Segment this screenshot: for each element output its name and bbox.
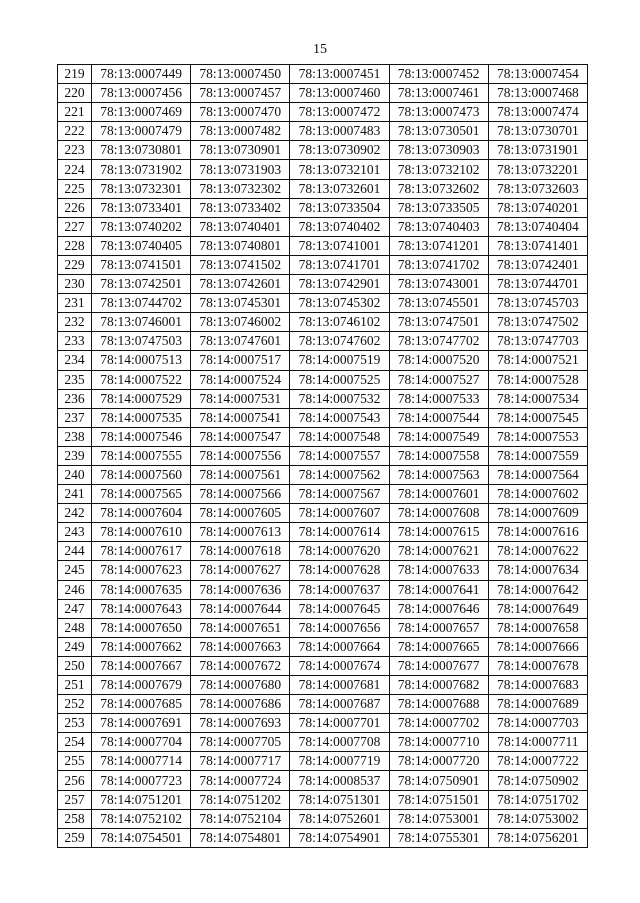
cadastral-number-cell: 78:14:0007644: [191, 599, 290, 618]
cadastral-number-cell: 78:14:0007555: [92, 446, 191, 465]
cadastral-number-cell: 78:14:0007633: [389, 561, 488, 580]
page-number: 15: [313, 42, 327, 57]
row-number-cell: 232: [58, 313, 92, 332]
cadastral-number-cell: 78:13:0730701: [488, 122, 587, 141]
cadastral-number-cell: 78:13:0007470: [191, 103, 290, 122]
cadastral-number-cell: 78:14:0007613: [191, 523, 290, 542]
cadastral-number-cell: 78:14:0753001: [389, 809, 488, 828]
cadastral-number-cell: 78:14:0007705: [191, 733, 290, 752]
table-row: [58, 504, 588, 523]
cadastral-number-cell: 78:13:0746102: [290, 313, 389, 332]
row-number-cell: 241: [58, 485, 92, 504]
cadastral-number-cell: 78:14:0007553: [488, 427, 587, 446]
cadastral-number-cell: 78:14:0007602: [488, 485, 587, 504]
table-row: [58, 676, 588, 695]
cadastral-number-cell: 78:13:0741401: [488, 236, 587, 255]
cadastral-number-cell: 78:13:0733504: [290, 198, 389, 217]
cadastral-number-cell: 78:14:0007567: [290, 485, 389, 504]
row-number-cell: 248: [58, 618, 92, 637]
cadastral-number-cell: 78:14:0007522: [92, 370, 191, 389]
row-number-cell: 254: [58, 733, 92, 752]
cadastral-number-cell: 78:14:0007680: [191, 676, 290, 695]
cadastral-number-cell: 78:13:0730901: [191, 141, 290, 160]
row-number-cell: 255: [58, 752, 92, 771]
table-row: [58, 637, 588, 656]
cadastral-number-cell: 78:13:0007457: [191, 84, 290, 103]
cadastral-number-cell: 78:13:0007469: [92, 103, 191, 122]
cadastral-number-cell: 78:14:0007558: [389, 446, 488, 465]
cadastral-number-cell: 78:14:0007521: [488, 351, 587, 370]
table-row: [58, 618, 588, 637]
cadastral-number-cell: 78:14:0007616: [488, 523, 587, 542]
cadastral-number-cell: 78:13:0007472: [290, 103, 389, 122]
row-number-cell: 252: [58, 695, 92, 714]
cadastral-number-cell: 78:14:0007646: [389, 599, 488, 618]
cadastral-number-cell: 78:14:0007609: [488, 504, 587, 523]
cadastral-number-cell: 78:13:0742901: [290, 275, 389, 294]
row-number-cell: 237: [58, 408, 92, 427]
cadastral-number-cell: 78:14:0007565: [92, 485, 191, 504]
cadastral-number-cell: 78:14:0007651: [191, 618, 290, 637]
cadastral-number-cell: 78:14:0007560: [92, 465, 191, 484]
cadastral-number-cell: 78:13:0007468: [488, 84, 587, 103]
cadastral-number-cell: 78:13:0742401: [488, 255, 587, 274]
cadastral-number-cell: 78:13:0730501: [389, 122, 488, 141]
cadastral-number-cell: 78:13:0740401: [191, 217, 290, 236]
cadastral-number-cell: 78:13:0744701: [488, 275, 587, 294]
table-row: [58, 752, 588, 771]
cadastral-number-cell: 78:14:0007519: [290, 351, 389, 370]
cadastral-number-cell: 78:14:0007645: [290, 599, 389, 618]
row-number-cell: 256: [58, 771, 92, 790]
row-number-cell: 257: [58, 790, 92, 809]
cadastral-number-cell: 78:13:0747703: [488, 332, 587, 351]
cadastral-number-cell: 78:13:0745501: [389, 294, 488, 313]
table-row: [58, 122, 588, 141]
cadastral-number-cell: 78:13:0007454: [488, 65, 587, 84]
row-number-cell: 235: [58, 370, 92, 389]
cadastral-number-cell: 78:14:0007701: [290, 714, 389, 733]
table-row: [58, 389, 588, 408]
cadastral-number-cell: 78:14:0754801: [191, 828, 290, 847]
cadastral-number-cell: 78:14:0007528: [488, 370, 587, 389]
cadastral-number-cell: 78:14:0007533: [389, 389, 488, 408]
cadastral-number-cell: 78:13:0743001: [389, 275, 488, 294]
cadastral-number-cell: 78:14:0007559: [488, 446, 587, 465]
cadastral-number-cell: 78:13:0745302: [290, 294, 389, 313]
cadastral-number-cell: 78:14:0007720: [389, 752, 488, 771]
row-number-cell: 246: [58, 580, 92, 599]
cadastral-number-cell: 78:14:0756201: [488, 828, 587, 847]
cadastral-number-cell: 78:14:0007641: [389, 580, 488, 599]
table-row: [58, 84, 588, 103]
cadastral-number-cell: 78:14:0007714: [92, 752, 191, 771]
cadastral-number-cell: 78:14:0007642: [488, 580, 587, 599]
cadastral-number-cell: 78:14:0007636: [191, 580, 290, 599]
cadastral-number-cell: 78:14:0007549: [389, 427, 488, 446]
table-row: [58, 294, 588, 313]
cadastral-number-cell: 78:13:0007460: [290, 84, 389, 103]
cadastral-number-cell: 78:13:0007479: [92, 122, 191, 141]
table-row: [58, 141, 588, 160]
cadastral-number-cell: 78:14:0007543: [290, 408, 389, 427]
cadastral-number-cell: 78:14:0007617: [92, 542, 191, 561]
cadastral-number-cell: 78:14:0007605: [191, 504, 290, 523]
cadastral-number-cell: 78:14:0007663: [191, 637, 290, 656]
cadastral-number-cell: 78:14:0007704: [92, 733, 191, 752]
row-number-cell: 233: [58, 332, 92, 351]
cadastral-number-cell: 78:13:0730903: [389, 141, 488, 160]
cadastral-number-cell: 78:13:0740403: [389, 217, 488, 236]
cadastral-number-cell: 78:14:0007634: [488, 561, 587, 580]
cadastral-number-cell: 78:14:0007546: [92, 427, 191, 446]
cadastral-number-cell: 78:13:0740202: [92, 217, 191, 236]
cadastral-number-cell: 78:14:0007722: [488, 752, 587, 771]
table-row: [58, 599, 588, 618]
table-row: [58, 695, 588, 714]
row-number-cell: 224: [58, 160, 92, 179]
cadastral-number-cell: 78:14:0007615: [389, 523, 488, 542]
cadastral-number-cell: 78:14:0007621: [389, 542, 488, 561]
row-number-cell: 240: [58, 465, 92, 484]
cadastral-number-cell: 78:13:0732102: [389, 160, 488, 179]
cadastral-number-cell: 78:14:0007541: [191, 408, 290, 427]
cadastral-number-cell: 78:13:0732602: [389, 179, 488, 198]
cadastral-number-cell: 78:14:0752601: [290, 809, 389, 828]
cadastral-number-cell: 78:14:0007547: [191, 427, 290, 446]
cadastral-number-cell: 78:14:0753002: [488, 809, 587, 828]
cadastral-number-cell: 78:14:0007672: [191, 656, 290, 675]
cadastral-number-table: [57, 64, 588, 848]
cadastral-number-cell: 78:14:0007563: [389, 465, 488, 484]
table-body: [58, 65, 588, 848]
cadastral-number-cell: 78:13:0741501: [92, 255, 191, 274]
cadastral-number-cell: 78:14:0007711: [488, 733, 587, 752]
cadastral-number-cell: 78:13:0007474: [488, 103, 587, 122]
cadastral-number-cell: 78:14:0007608: [389, 504, 488, 523]
cadastral-number-cell: 78:13:0742501: [92, 275, 191, 294]
cadastral-number-cell: 78:14:0007677: [389, 656, 488, 675]
cadastral-number-cell: 78:13:0744702: [92, 294, 191, 313]
cadastral-number-cell: 78:14:0007717: [191, 752, 290, 771]
cadastral-number-cell: 78:13:0007451: [290, 65, 389, 84]
cadastral-number-cell: 78:13:0730801: [92, 141, 191, 160]
row-number-cell: 239: [58, 446, 92, 465]
cadastral-number-cell: 78:14:0007681: [290, 676, 389, 695]
row-number-cell: 222: [58, 122, 92, 141]
cadastral-number-cell: 78:14:0007657: [389, 618, 488, 637]
row-number-cell: 258: [58, 809, 92, 828]
cadastral-number-cell: 78:14:0007666: [488, 637, 587, 656]
table-row: [58, 733, 588, 752]
cadastral-number-cell: 78:14:0007517: [191, 351, 290, 370]
cadastral-number-cell: 78:13:0733401: [92, 198, 191, 217]
cadastral-number-cell: 78:14:0754901: [290, 828, 389, 847]
cadastral-number-cell: 78:14:0007620: [290, 542, 389, 561]
row-number-cell: 219: [58, 65, 92, 84]
cadastral-number-cell: 78:14:0007607: [290, 504, 389, 523]
cadastral-number-cell: 78:14:0007679: [92, 676, 191, 695]
cadastral-number-cell: 78:13:0741502: [191, 255, 290, 274]
cadastral-number-cell: 78:13:0740404: [488, 217, 587, 236]
row-number-cell: 244: [58, 542, 92, 561]
cadastral-number-cell: 78:14:0007604: [92, 504, 191, 523]
cadastral-number-cell: 78:13:0741701: [290, 255, 389, 274]
cadastral-number-cell: 78:13:0747501: [389, 313, 488, 332]
cadastral-number-cell: 78:13:0742601: [191, 275, 290, 294]
row-number-cell: 238: [58, 427, 92, 446]
cadastral-number-cell: 78:14:0007688: [389, 695, 488, 714]
table-row: [58, 790, 588, 809]
cadastral-number-cell: 78:14:0007513: [92, 351, 191, 370]
row-number-cell: 229: [58, 255, 92, 274]
cadastral-number-cell: 78:14:0007628: [290, 561, 389, 580]
cadastral-number-cell: 78:14:0007532: [290, 389, 389, 408]
table-row: [58, 656, 588, 675]
cadastral-number-cell: 78:13:0740405: [92, 236, 191, 255]
cadastral-number-cell: 78:14:0754501: [92, 828, 191, 847]
table-row: [58, 236, 588, 255]
cadastral-number-cell: 78:14:0008537: [290, 771, 389, 790]
row-number-cell: 230: [58, 275, 92, 294]
cadastral-number-cell: 78:14:0007618: [191, 542, 290, 561]
cadastral-number-cell: 78:14:0007635: [92, 580, 191, 599]
cadastral-number-cell: 78:14:0007623: [92, 561, 191, 580]
row-number-cell: 251: [58, 676, 92, 695]
row-number-cell: 231: [58, 294, 92, 313]
cadastral-number-cell: 78:14:0007556: [191, 446, 290, 465]
cadastral-number-cell: 78:14:0007637: [290, 580, 389, 599]
table-row: [58, 103, 588, 122]
cadastral-number-cell: 78:14:0007649: [488, 599, 587, 618]
cadastral-number-cell: 78:14:0007564: [488, 465, 587, 484]
cadastral-number-cell: 78:13:0733505: [389, 198, 488, 217]
row-number-cell: 223: [58, 141, 92, 160]
cadastral-number-cell: 78:13:0747601: [191, 332, 290, 351]
cadastral-number-cell: 78:13:0007483: [290, 122, 389, 141]
cadastral-number-cell: 78:13:0007456: [92, 84, 191, 103]
cadastral-number-cell: 78:13:0745703: [488, 294, 587, 313]
table-row: [58, 179, 588, 198]
table-row: [58, 809, 588, 828]
table-row: [58, 542, 588, 561]
cadastral-number-cell: 78:14:0007683: [488, 676, 587, 695]
cadastral-number-cell: 78:14:0007691: [92, 714, 191, 733]
row-number-cell: 243: [58, 523, 92, 542]
cadastral-number-cell: 78:14:0007544: [389, 408, 488, 427]
cadastral-number-cell: 78:14:0007610: [92, 523, 191, 542]
cadastral-number-cell: 78:13:0730902: [290, 141, 389, 160]
row-number-cell: 259: [58, 828, 92, 847]
cadastral-number-cell: 78:14:0007545: [488, 408, 587, 427]
cadastral-number-cell: 78:13:0731902: [92, 160, 191, 179]
cadastral-number-cell: 78:13:0732302: [191, 179, 290, 198]
row-number-cell: 225: [58, 179, 92, 198]
cadastral-number-cell: 78:14:0007601: [389, 485, 488, 504]
table-row: [58, 485, 588, 504]
cadastral-number-cell: 78:13:0007461: [389, 84, 488, 103]
cadastral-number-cell: 78:13:0731901: [488, 141, 587, 160]
cadastral-number-cell: 78:13:0741001: [290, 236, 389, 255]
cadastral-number-cell: 78:13:0746001: [92, 313, 191, 332]
cadastral-number-cell: 78:14:0007557: [290, 446, 389, 465]
row-number-cell: 242: [58, 504, 92, 523]
table-row: [58, 351, 588, 370]
row-number-cell: 245: [58, 561, 92, 580]
row-number-cell: 228: [58, 236, 92, 255]
cadastral-number-cell: 78:13:0747503: [92, 332, 191, 351]
table-row: [58, 523, 588, 542]
table-row: [58, 160, 588, 179]
table-row: [58, 465, 588, 484]
cadastral-number-cell: 78:14:0007525: [290, 370, 389, 389]
cadastral-number-cell: 78:14:0007627: [191, 561, 290, 580]
cadastral-number-cell: 78:13:0746002: [191, 313, 290, 332]
cadastral-number-cell: 78:14:0751201: [92, 790, 191, 809]
cadastral-number-cell: 78:13:0007449: [92, 65, 191, 84]
table-row: [58, 313, 588, 332]
cadastral-number-cell: 78:13:0007473: [389, 103, 488, 122]
table-row: [58, 332, 588, 351]
cadastral-number-cell: 78:14:0750901: [389, 771, 488, 790]
cadastral-number-cell: 78:14:0751702: [488, 790, 587, 809]
cadastral-number-cell: 78:14:0007678: [488, 656, 587, 675]
cadastral-number-cell: 78:13:0741702: [389, 255, 488, 274]
row-number-cell: 247: [58, 599, 92, 618]
table-row: [58, 714, 588, 733]
row-number-cell: 220: [58, 84, 92, 103]
cadastral-number-cell: 78:13:0733402: [191, 198, 290, 217]
row-number-cell: 250: [58, 656, 92, 675]
cadastral-number-cell: 78:13:0745301: [191, 294, 290, 313]
table-row: [58, 370, 588, 389]
cadastral-number-cell: 78:13:0007450: [191, 65, 290, 84]
table-row: [58, 580, 588, 599]
row-number-cell: 236: [58, 389, 92, 408]
cadastral-number-cell: 78:14:0007664: [290, 637, 389, 656]
row-number-cell: 249: [58, 637, 92, 656]
cadastral-number-cell: 78:14:0007662: [92, 637, 191, 656]
cadastral-number-cell: 78:14:0007548: [290, 427, 389, 446]
table-row: [58, 217, 588, 236]
cadastral-number-cell: 78:13:0732201: [488, 160, 587, 179]
table-row: [58, 255, 588, 274]
cadastral-number-cell: 78:14:0007562: [290, 465, 389, 484]
cadastral-number-cell: 78:14:0007520: [389, 351, 488, 370]
cadastral-number-cell: 78:14:0007723: [92, 771, 191, 790]
table-row: [58, 828, 588, 847]
cadastral-number-cell: 78:13:0007452: [389, 65, 488, 84]
cadastral-number-cell: 78:14:0007665: [389, 637, 488, 656]
cadastral-number-cell: 78:13:0741201: [389, 236, 488, 255]
cadastral-number-cell: 78:14:0007534: [488, 389, 587, 408]
cadastral-number-cell: 78:14:0007531: [191, 389, 290, 408]
cadastral-number-cell: 78:14:0007529: [92, 389, 191, 408]
cadastral-number-cell: 78:14:0007622: [488, 542, 587, 561]
cadastral-number-cell: 78:14:0007710: [389, 733, 488, 752]
cadastral-number-cell: 78:14:0007708: [290, 733, 389, 752]
cadastral-number-cell: 78:14:0751301: [290, 790, 389, 809]
cadastral-number-cell: 78:14:0752102: [92, 809, 191, 828]
cadastral-number-cell: 78:14:0007685: [92, 695, 191, 714]
cadastral-number-cell: 78:14:0007702: [389, 714, 488, 733]
cadastral-number-cell: 78:14:0007643: [92, 599, 191, 618]
cadastral-number-cell: 78:14:0007687: [290, 695, 389, 714]
cadastral-number-cell: 78:14:0007656: [290, 618, 389, 637]
cadastral-number-cell: 78:13:0740801: [191, 236, 290, 255]
table-row: [58, 65, 588, 84]
cadastral-number-cell: 78:14:0007667: [92, 656, 191, 675]
cadastral-number-cell: 78:14:0752104: [191, 809, 290, 828]
row-number-cell: 226: [58, 198, 92, 217]
row-number-cell: 221: [58, 103, 92, 122]
cadastral-number-cell: 78:13:0747702: [389, 332, 488, 351]
row-number-cell: 234: [58, 351, 92, 370]
cadastral-number-cell: 78:14:0750902: [488, 771, 587, 790]
cadastral-number-cell: 78:14:0007674: [290, 656, 389, 675]
cadastral-number-cell: 78:14:0007686: [191, 695, 290, 714]
table-row: [58, 408, 588, 427]
row-number-cell: 253: [58, 714, 92, 733]
table-row: [58, 561, 588, 580]
cadastral-number-cell: 78:14:0007719: [290, 752, 389, 771]
cadastral-number-cell: 78:14:0007689: [488, 695, 587, 714]
cadastral-number-cell: 78:14:0007524: [191, 370, 290, 389]
cadastral-number-cell: 78:13:0747602: [290, 332, 389, 351]
cadastral-number-cell: 78:13:0007482: [191, 122, 290, 141]
cadastral-number-cell: 78:13:0740402: [290, 217, 389, 236]
cadastral-number-cell: 78:14:0007693: [191, 714, 290, 733]
cadastral-number-cell: 78:14:0007703: [488, 714, 587, 733]
cadastral-number-cell: 78:14:0007566: [191, 485, 290, 504]
table-row: [58, 446, 588, 465]
cadastral-number-cell: 78:14:0007535: [92, 408, 191, 427]
table-row: [58, 427, 588, 446]
cadastral-number-cell: 78:14:0755301: [389, 828, 488, 847]
cadastral-number-cell: 78:14:0751501: [389, 790, 488, 809]
row-number-cell: 227: [58, 217, 92, 236]
cadastral-number-cell: 78:13:0747502: [488, 313, 587, 332]
cadastral-number-cell: 78:14:0007724: [191, 771, 290, 790]
cadastral-number-cell: 78:13:0732603: [488, 179, 587, 198]
cadastral-number-cell: 78:14:0007658: [488, 618, 587, 637]
cadastral-number-cell: 78:14:0007682: [389, 676, 488, 695]
cadastral-number-cell: 78:14:0007561: [191, 465, 290, 484]
table-row: [58, 275, 588, 294]
cadastral-number-cell: 78:13:0740201: [488, 198, 587, 217]
cadastral-number-cell: 78:13:0731903: [191, 160, 290, 179]
cadastral-number-cell: 78:13:0732101: [290, 160, 389, 179]
cadastral-number-cell: 78:14:0007614: [290, 523, 389, 542]
cadastral-number-cell: 78:14:0751202: [191, 790, 290, 809]
cadastral-number-cell: 78:13:0732601: [290, 179, 389, 198]
cadastral-number-cell: 78:14:0007527: [389, 370, 488, 389]
cadastral-number-cell: 78:13:0732301: [92, 179, 191, 198]
cadastral-number-cell: 78:14:0007650: [92, 618, 191, 637]
table-row: [58, 771, 588, 790]
table-row: [58, 198, 588, 217]
